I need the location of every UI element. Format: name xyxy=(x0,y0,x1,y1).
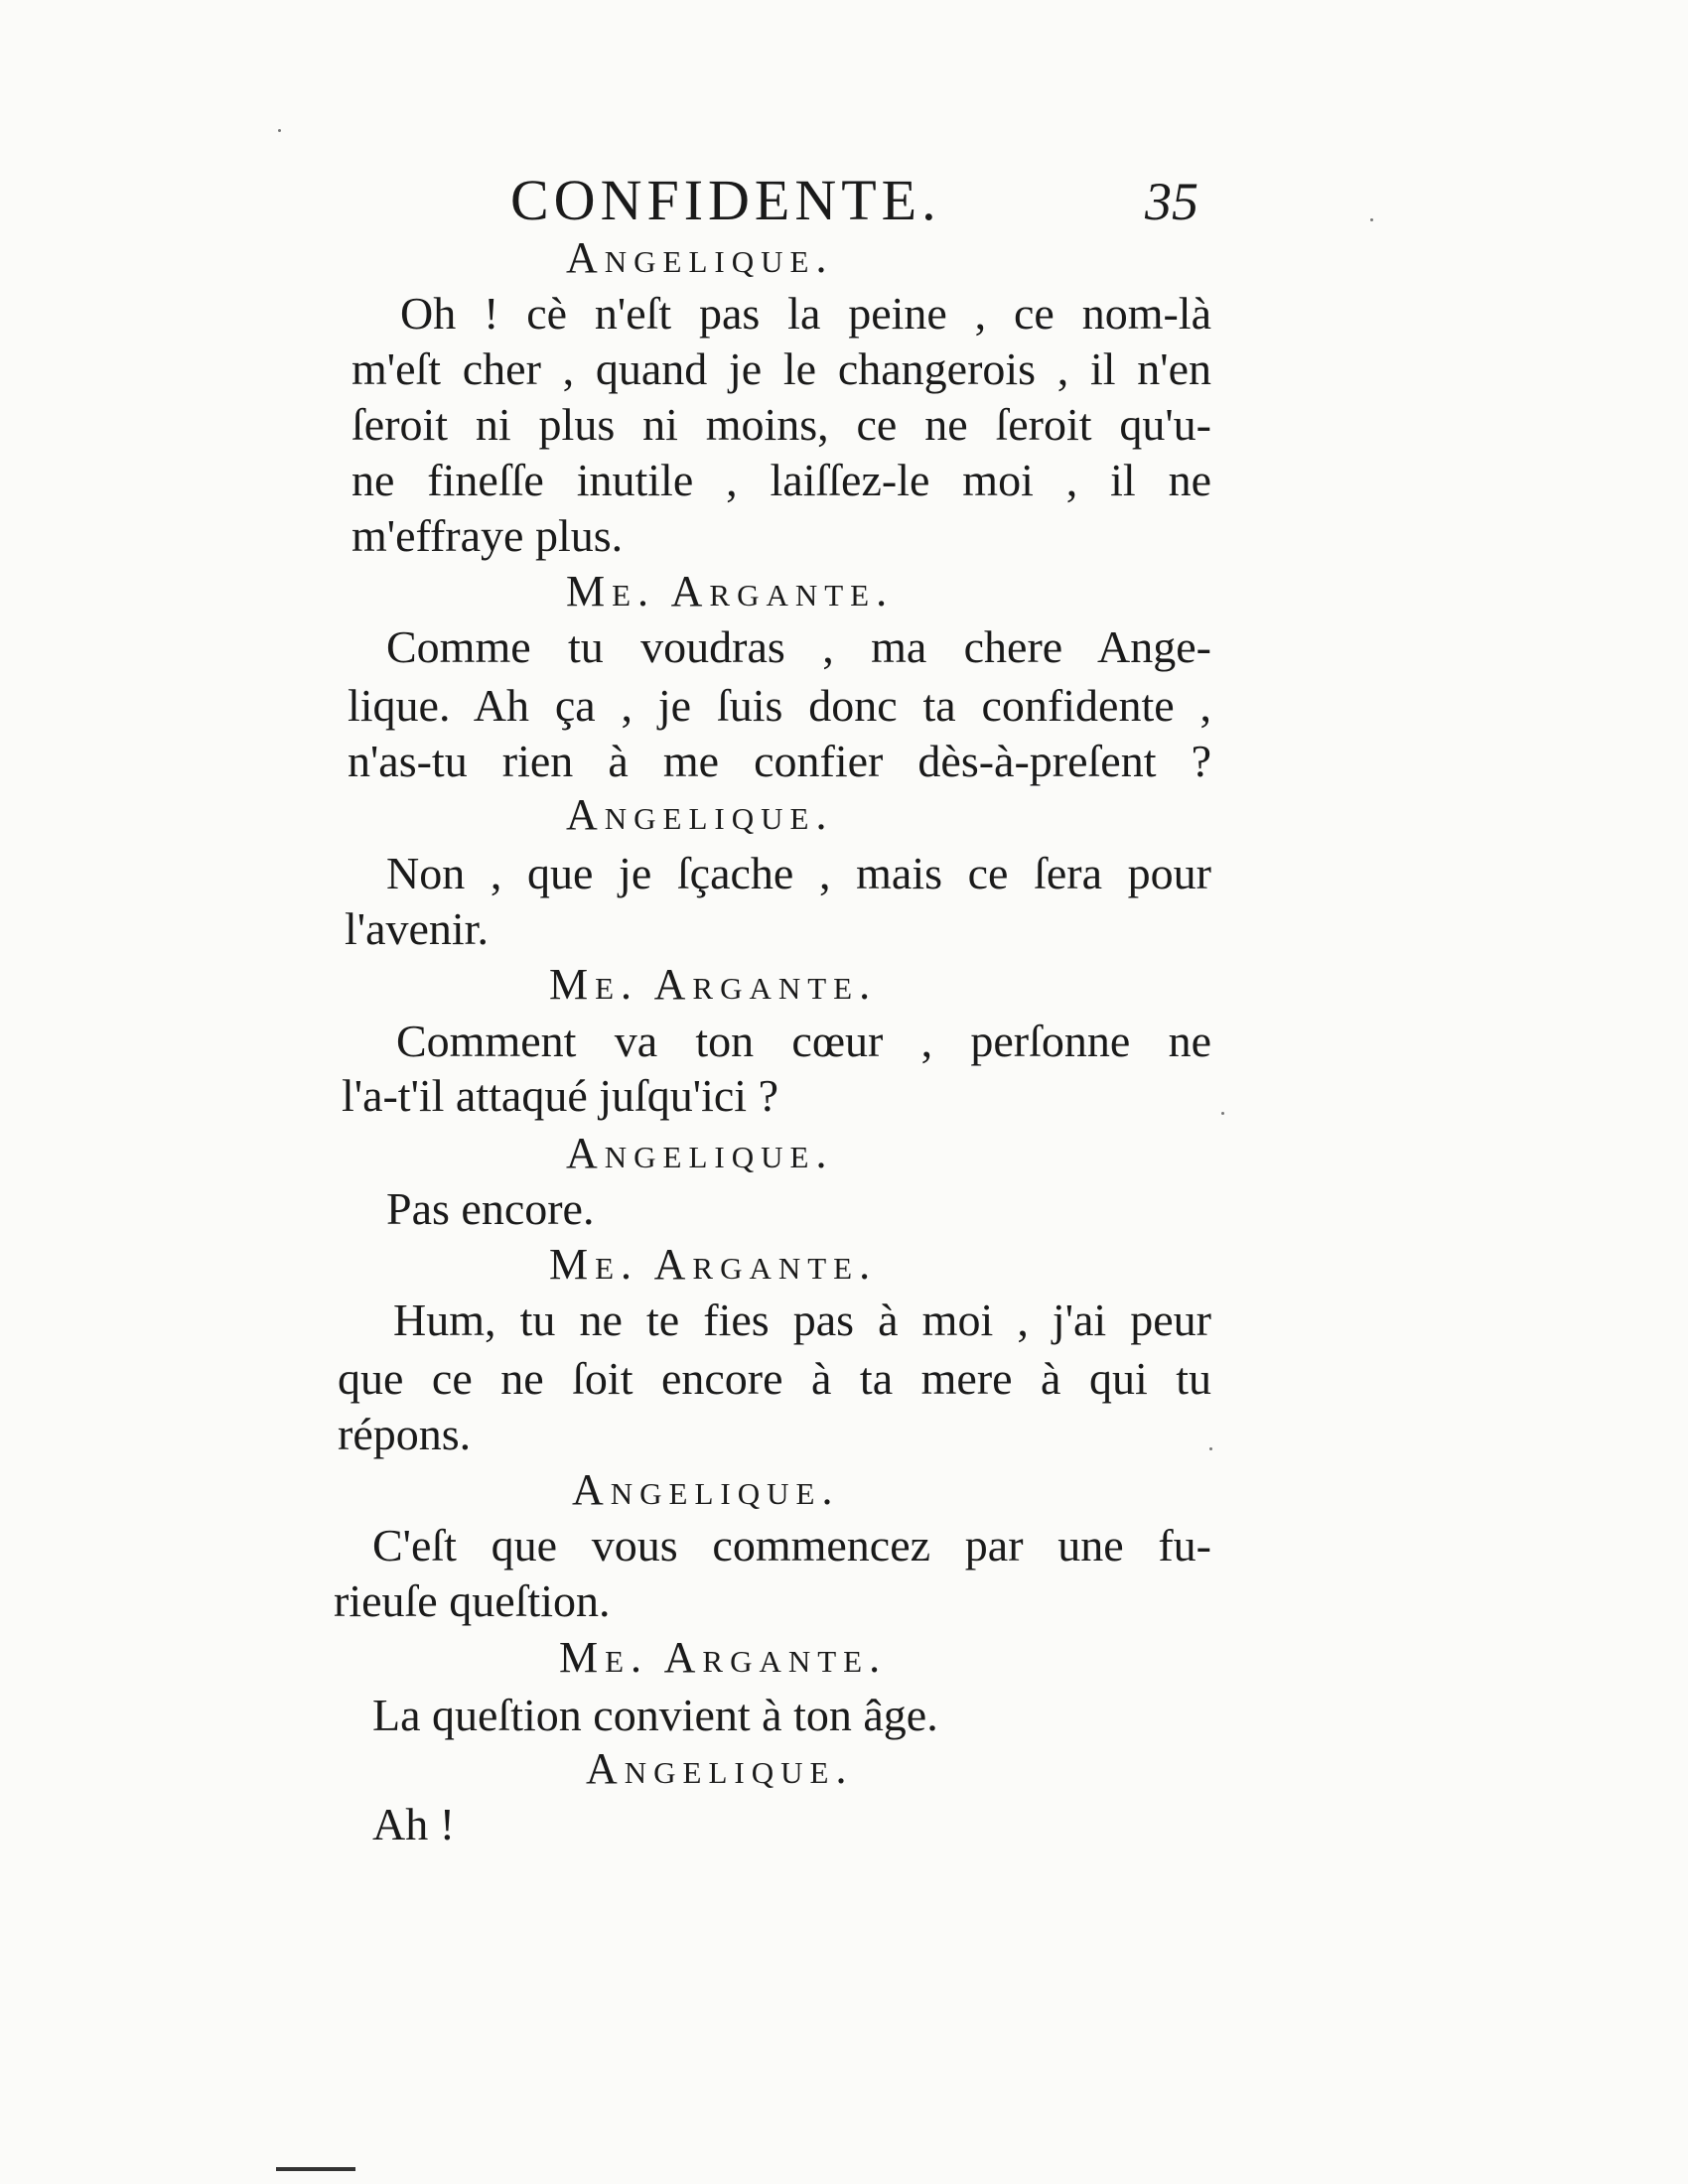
speaker-name: Angelique. xyxy=(566,790,834,839)
text-line: l'a-t'il attaqué juſqu'ici ? xyxy=(342,1070,778,1121)
text-line: rieuſe queſtion. xyxy=(334,1575,611,1626)
text-line: que ce ne ſoit encore à ta mere à qui tu xyxy=(338,1353,1211,1404)
speaker-name: Me. Argante. xyxy=(549,1240,878,1289)
speaker-name: Angelique. xyxy=(566,233,834,282)
speaker-name: Me. Argante. xyxy=(566,567,895,615)
text-line: m'eſt cher , quand je le changerois , il n'en xyxy=(352,343,1211,394)
text-line: Hum, tu ne te fies pas à moi , j'ai peur xyxy=(393,1295,1211,1345)
text-line: m'effraye plus. xyxy=(352,510,624,561)
scan-speck xyxy=(278,129,281,132)
running-title: CONFIDENTE. xyxy=(510,168,941,232)
speaker-name: Angelique. xyxy=(566,1129,834,1177)
text-line: Comme tu voudras , ma chere Ange- xyxy=(386,621,1211,672)
speaker-name: Me. Argante. xyxy=(559,1633,888,1682)
scan-edge-mark xyxy=(276,2167,355,2171)
text-line: répons. xyxy=(338,1409,472,1459)
text-line: La queſtion convient à ton âge. xyxy=(372,1690,938,1740)
scan-speck xyxy=(1370,218,1373,221)
page-number: 35 xyxy=(1145,172,1198,231)
text-line: C'eſt que vous commencez par une fu- xyxy=(372,1520,1211,1570)
scan-speck xyxy=(1221,1112,1224,1115)
speaker-name: Angelique. xyxy=(586,1744,854,1793)
speaker-name: Angelique. xyxy=(572,1465,840,1514)
text-line: Oh ! cè n'eſt pas la peine , ce nom-là xyxy=(400,288,1211,339)
text-line: n'as-tu rien à me confier dès-à-preſent ? xyxy=(348,736,1211,786)
speaker-name: Me. Argante. xyxy=(549,960,878,1009)
text-line: ne fineſſe inutile , laiſſez-le moi , il ne xyxy=(352,455,1211,505)
text-line: Non , que je ſçache , mais ce ſera pour xyxy=(386,848,1211,898)
text-line: Comment va ton cœur , perſonne ne xyxy=(396,1016,1211,1066)
text-line: Ah ! xyxy=(372,1799,456,1849)
text-line: l'avenir. xyxy=(345,903,489,954)
text-line: lique. Ah ça , je ſuis donc ta confidente , xyxy=(348,680,1211,731)
text-line: ſeroit ni plus ni moins, ce ne ſeroit qu'u- xyxy=(352,399,1211,450)
scan-speck xyxy=(1209,1447,1212,1450)
text-line: Pas encore. xyxy=(386,1183,595,1234)
